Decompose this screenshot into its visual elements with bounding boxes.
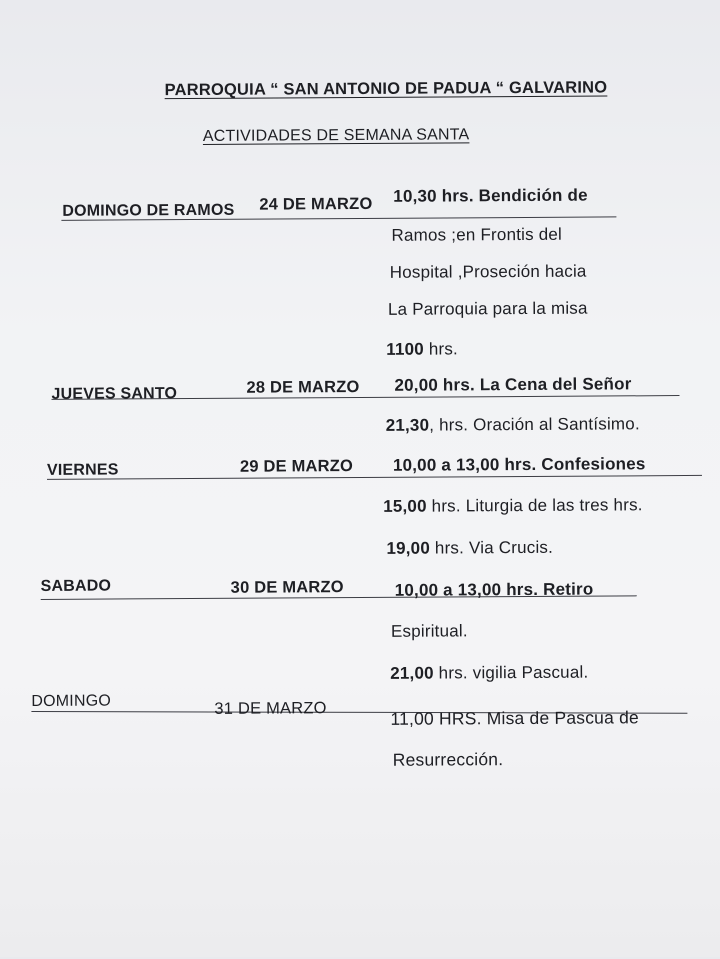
activity-line: 10,00 a 13,00 hrs. Retiro (394, 579, 594, 600)
activity-line: 20,00 hrs. La Cena del Señor (394, 374, 632, 395)
document-subtitle: ACTIVIDADES DE SEMANA SANTA (202, 126, 470, 145)
activity-line: Ramos ;en Frontis del (391, 224, 563, 245)
activity-line: 19,00 hrs. Via Crucis. (386, 537, 554, 558)
schedule-day: SABADO (40, 577, 112, 595)
activity-line: 10,30 hrs. Bendición de (393, 185, 588, 206)
activity-line: 21,00 hrs. vigilia Pascual. (390, 662, 589, 683)
schedule-day: DOMINGO (31, 692, 112, 711)
activity-line: Resurrección. (392, 749, 504, 770)
schedule-day: DOMINGO DE RAMOS (62, 201, 235, 220)
row-underline (47, 475, 702, 480)
schedule-date: 30 DE MARZO (230, 578, 344, 597)
schedule-day: VIERNES (46, 461, 119, 479)
schedule-date: 31 DE MARZO (214, 699, 327, 718)
activity-line: Hospital ,Proseción hacia (389, 261, 587, 282)
activity-line: La Parroquia para la misa (387, 298, 588, 319)
activity-line: 15,00 hrs. Liturgia de las tres hrs. (383, 495, 643, 516)
activity-line: Espiritual. (390, 621, 468, 641)
document-title: PARROQUIA “ SAN ANTONIO DE PADUA “ GALVARINO (164, 78, 608, 100)
activity-line: 11,00 HRS. Misa de Pascua de (390, 707, 639, 729)
activity-line: 1100 hrs. (386, 339, 459, 359)
schedule-date: 28 DE MARZO (246, 378, 360, 397)
schedule-date: 24 DE MARZO (259, 194, 373, 214)
schedule-date: 29 DE MARZO (239, 457, 354, 476)
activity-line: 21,30, hrs. Oración al Santísimo. (385, 414, 640, 435)
schedule-day: JUEVES SANTO (51, 385, 178, 403)
activity-line: 10,00 a 13,00 hrs. Confesiones (392, 454, 646, 475)
